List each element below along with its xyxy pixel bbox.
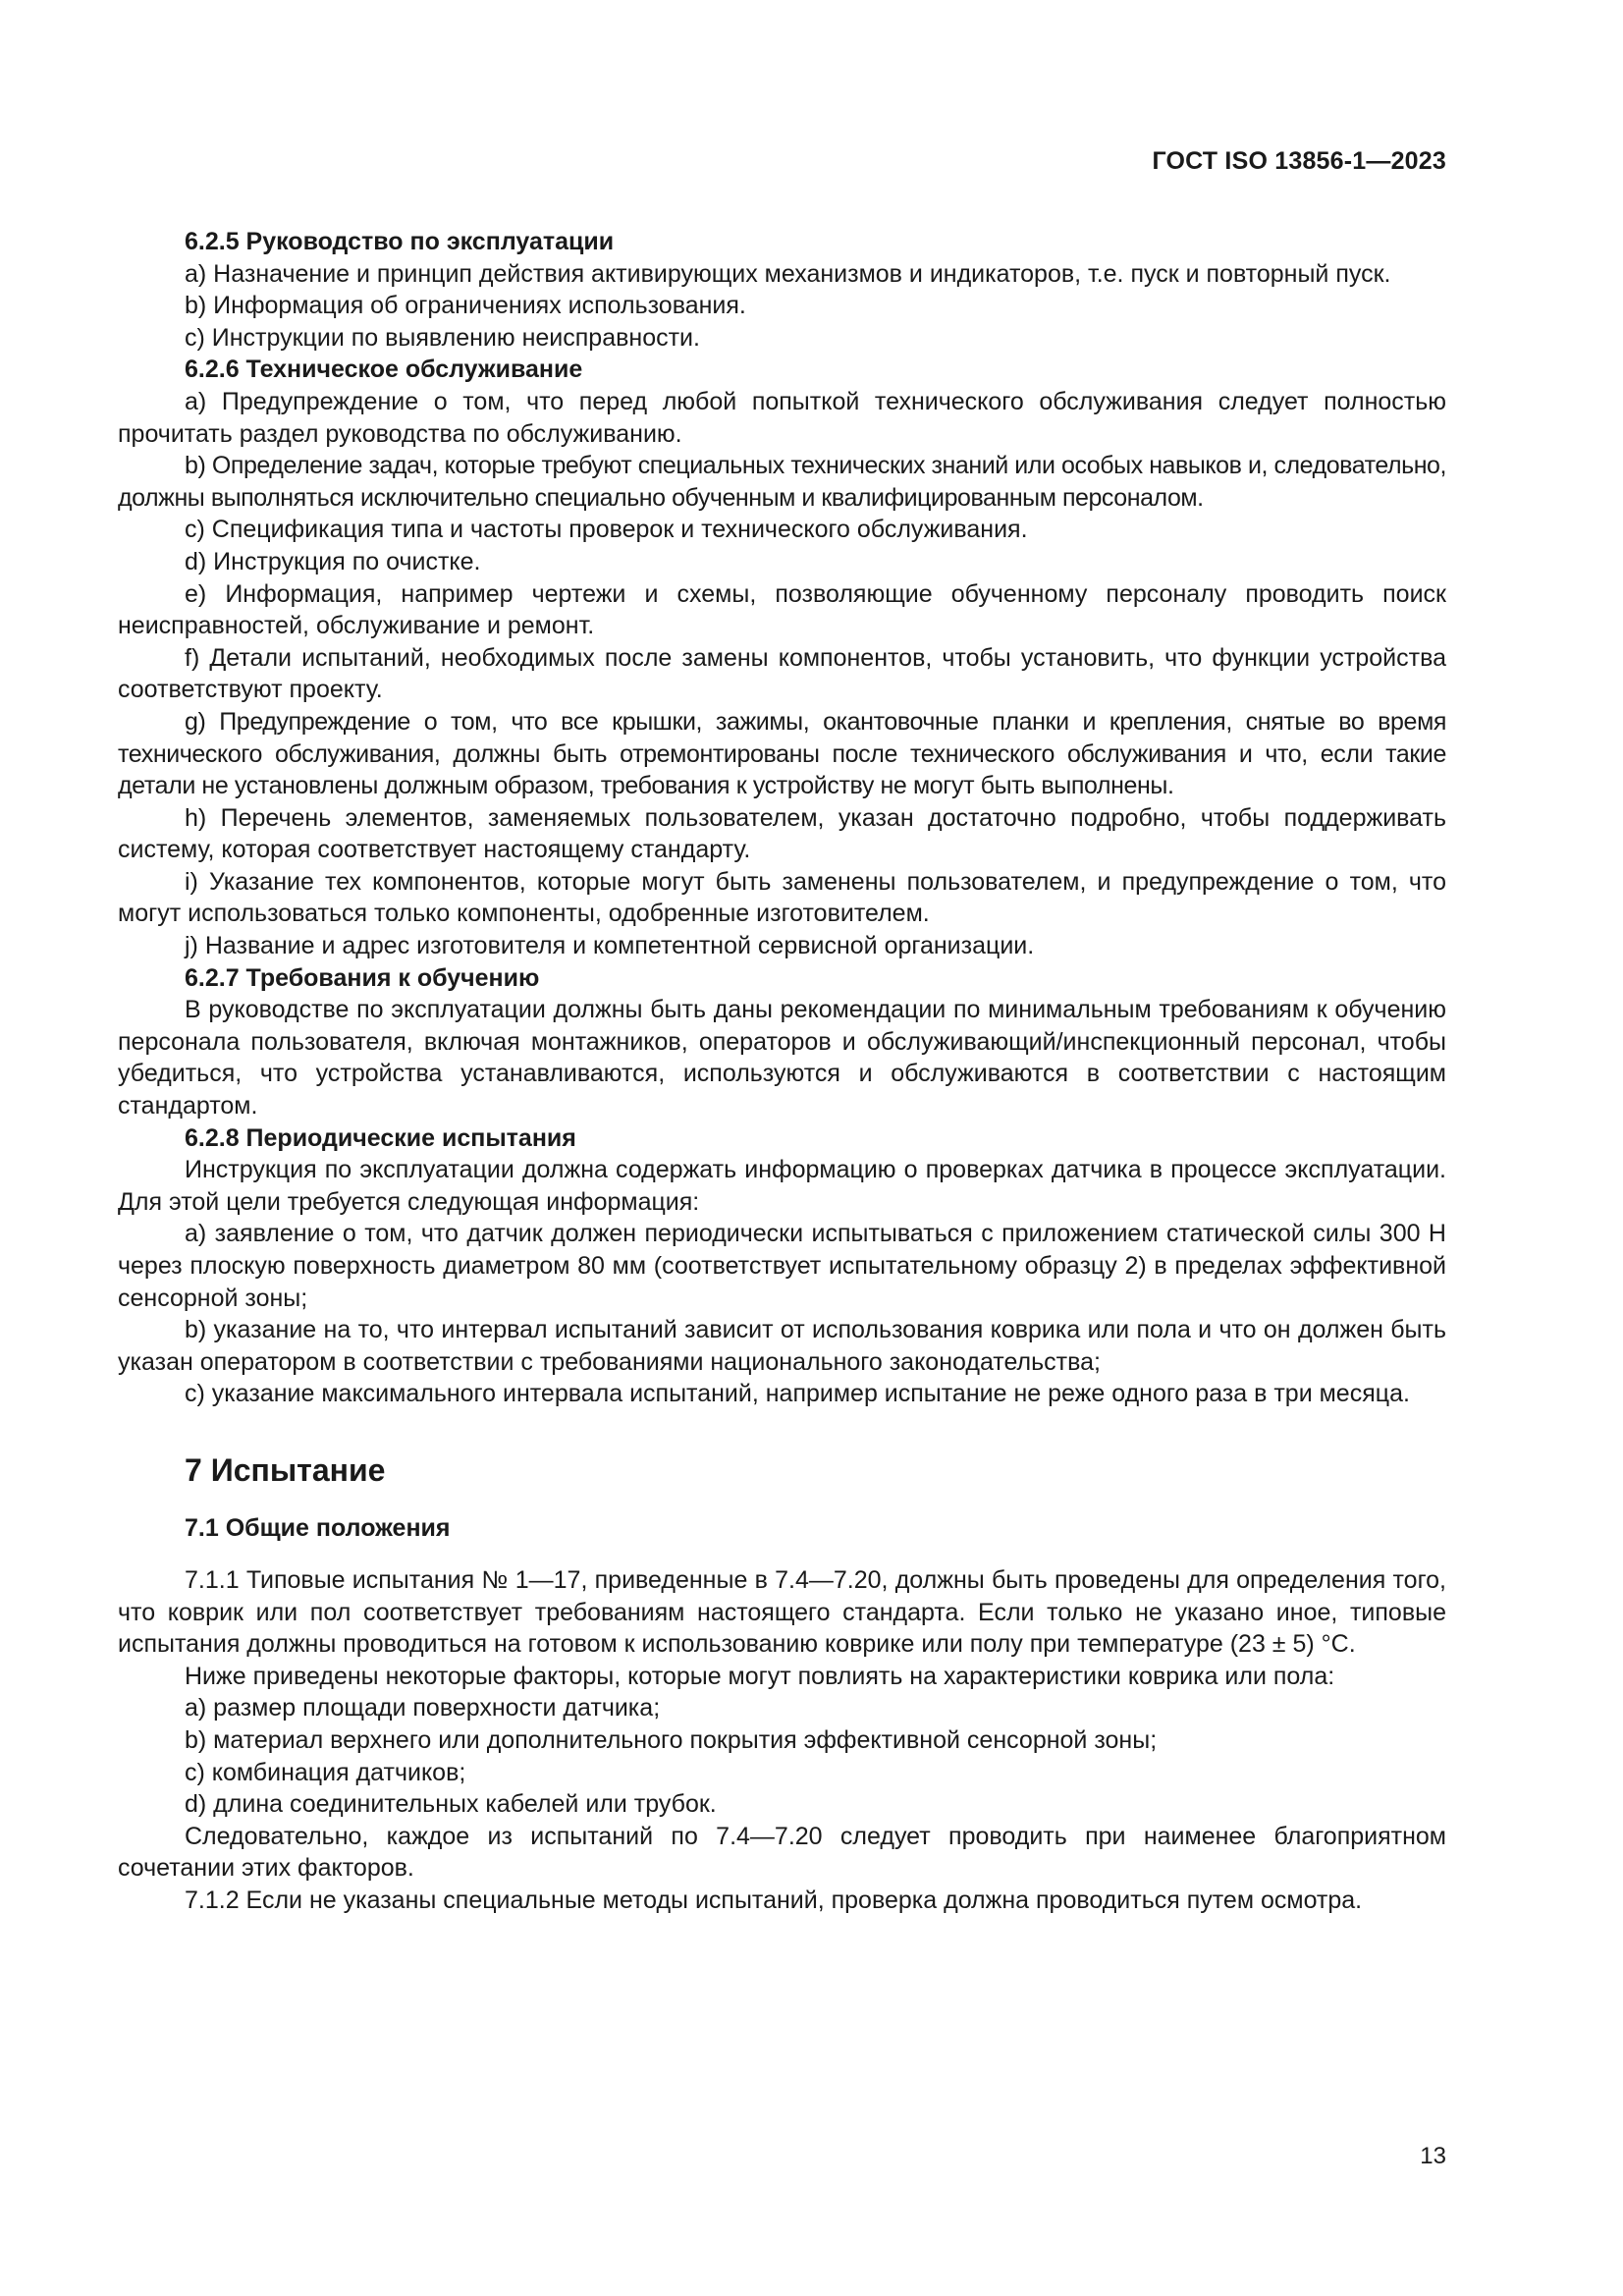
section-6-2-5-item-b: b) Информация об ограничениях использования. (185, 292, 746, 320)
section-7-1-factor-a: a) размер площади поверхности датчика; (185, 1694, 661, 1722)
section-7-1-1-text: 7.1.1 Типовые испытания № 1—17, приведенные в 7.4—7.20, должны быть проведены для определения того, что коврик или пол соответствует требованиям настоящего стандарта. Если только не указано иное, типовые испытания должны проводиться на готовом к использованию коврике или полу при температуре (23 ± 5) °С. (118, 1565, 1446, 1659)
section-6-2-6-item-i: i) Указание тех компонентов, которые могут быть заменены пользователем, и предупреждение о том, что могут использоваться только компоненты, одобренные изготовителем. (118, 867, 1446, 928)
section-6-2-5-item-c: c) Инструкции по выявлению неисправности. (185, 323, 700, 352)
section-6-2-6-item-f: f) Детали испытаний, необходимых после замены компонентов, чтобы установить, что функции устройства соответствуют проекту. (118, 643, 1446, 704)
section-6-2-6-item-h: h) Перечень элементов, заменяемых пользователем, указан достаточно подробно, чтобы поддерживать систему, которая соответствует настоящему стандарту. (118, 803, 1446, 864)
section-6-2-6-item-a: a) Предупреждение о том, что перед любой попыткой технического обслуживания следует полностью прочитать раздел руководства по обслуживанию. (118, 387, 1446, 448)
document-header: ГОСТ ISO 13856-1—2023 (1152, 147, 1446, 175)
page-number: 13 (1420, 2143, 1446, 2169)
section-6-2-6-heading: 6.2.6 Техническое обслуживание (185, 355, 583, 384)
section-7-heading: 7 Испытание (185, 1451, 386, 1488)
section-7-1-factor-c: c) комбинация датчиков; (185, 1758, 466, 1786)
section-7-1-factor-d: d) длина соединительных кабелей или трубок. (185, 1790, 717, 1819)
section-7-1-heading: 7.1 Общие положения (185, 1513, 451, 1542)
section-6-2-8-item-c: c) указание максимального интервала испытаний, например испытание не реже одного раза в три месяца. (185, 1380, 1410, 1408)
section-7-1-factors-intro: Ниже приведены некоторые факторы, которые могут повлиять на характеристики коврика или пола: (185, 1662, 1335, 1690)
section-6-2-6-item-g: g) Предупреждение о том, что все крышки, зажимы, окантовочные планки и крепления, снятые во время технического обслуживания, должны быть отремонтированы после технического обслуживания и что, если такие детали не установлены должным образом, требования к устройству не могут быть выполнены. (118, 707, 1446, 800)
section-6-2-5-item-a: a) Назначение и принцип действия активирующих механизмов и индикаторов, т.е. пуск и повторный пуск. (185, 259, 1391, 288)
section-6-2-6-item-b: b) Определение задач, которые требуют специальных технических знаний или особых навыков и, следовательно, должны выполняться исключительно специально обученным и квалифицированным персоналом. (118, 452, 1446, 512)
section-6-2-6-item-d: d) Инструкция по очистке. (185, 547, 481, 575)
section-7-1-factor-b: b) материал верхнего или дополнительного покрытия эффективной сенсорной зоны; (185, 1725, 1158, 1754)
section-6-2-8-heading: 6.2.8 Периодические испытания (185, 1123, 576, 1152)
section-6-2-7-text: В руководстве по эксплуатации должны быть даны рекомендации по минимальным требованиям к обучению персонала пользователя, включая монтажников, операторов и обслуживающий/инспекционный персонал, чтобы убедиться, что устройства устанавливаются, используются и обслуживаются в соответствии с настоящим стандартом. (118, 996, 1446, 1121)
section-6-2-8-item-a: a) заявление о том, что датчик должен периодически испытываться с приложением статической силы 300 Н через плоскую поверхность диаметром 80 мм (соответствует испытательному образцу 2) в пределах эффективной сенсорной зоны; (118, 1220, 1446, 1312)
section-6-2-8-item-b: b) указание на то, что интервал испытаний зависит от использования коврика или пола и что он должен быть указан оператором в соответствии с требованиями национального законодательства; (118, 1316, 1446, 1376)
section-6-2-5-heading: 6.2.5 Руководство по эксплуатации (185, 228, 615, 255)
section-6-2-7-heading: 6.2.7 Требования к обучению (185, 963, 540, 992)
section-6-2-6-item-e: e) Информация, например чертежи и схемы, позволяющие обученному персоналу проводить поиск неисправностей, обслуживание и ремонт. (118, 579, 1446, 640)
section-6-2-8-intro: Инструкция по эксплуатации должна содержать информацию о проверках датчика в процессе эксплуатации. Для этой цели требуется следующая информация: (118, 1156, 1446, 1216)
section-6-2-6-item-j: j) Название и адрес изготовителя и компетентной сервисной организации. (185, 932, 1035, 960)
section-6-2-6-item-c: c) Спецификация типа и частоты проверок и технического обслуживания. (185, 516, 1028, 544)
section-7-1-2-text: 7.1.2 Если не указаны специальные методы испытаний, проверка должна проводиться путем осмотра. (185, 1886, 1363, 1914)
section-7-1-consequently: Следовательно, каждое из испытаний по 7.4—7.20 следует проводить при наименее благоприятном сочетании этих факторов. (118, 1822, 1446, 1883)
page-body (118, 226, 1446, 1917)
